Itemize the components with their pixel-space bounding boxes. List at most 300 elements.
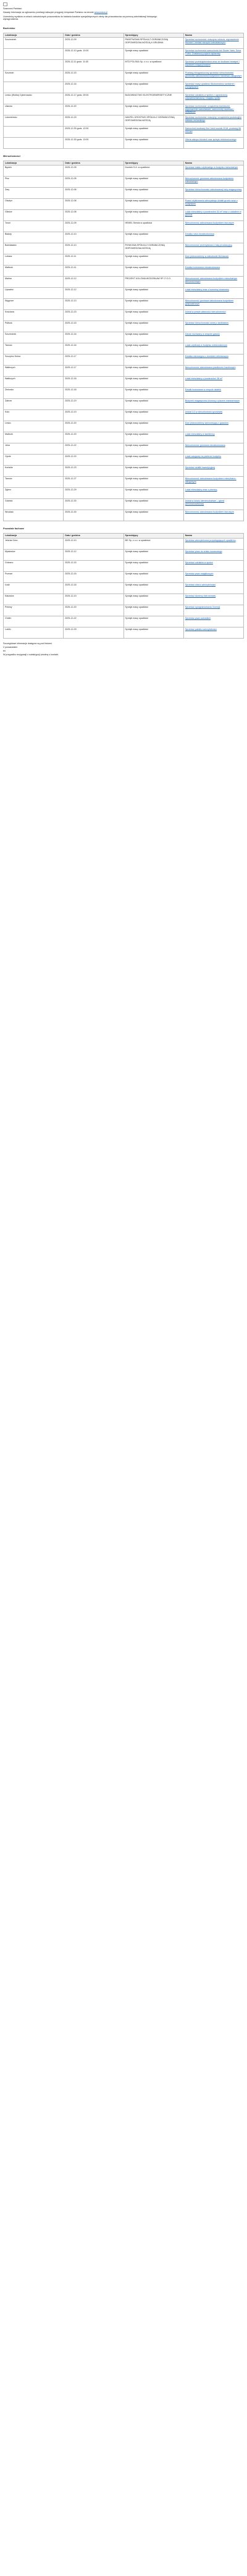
table-row xyxy=(4,321,244,332)
listing-link[interactable]: Sprzedaż działki inwestycyjnej xyxy=(185,466,216,469)
column-header: Nazwa xyxy=(183,33,243,37)
cell-date: 2025-12-23 xyxy=(64,466,124,477)
cell-name xyxy=(183,60,243,71)
cell-name xyxy=(183,221,243,232)
listing-table xyxy=(3,161,244,521)
column-header: Sprzedający xyxy=(124,33,183,37)
cell-seller: Syndyk masy upadłości xyxy=(124,104,183,115)
column-header: Sprzedający xyxy=(124,534,183,538)
cell-name xyxy=(183,421,243,432)
cell-name xyxy=(183,266,243,277)
cell-date: 2025-12-19 xyxy=(64,399,124,410)
table-row xyxy=(4,138,244,149)
cell-city: Jelcz xyxy=(4,443,64,455)
cell-name xyxy=(183,243,243,254)
column-header: Data i godzina xyxy=(64,534,124,538)
cell-name xyxy=(183,582,243,594)
cell-name xyxy=(183,466,243,477)
cell-name xyxy=(183,299,243,310)
listing-link[interactable]: Sprzedaż pakietu wierzytelności xyxy=(185,627,217,631)
cell-city: Jelenia Góra xyxy=(4,538,64,549)
table-row xyxy=(4,310,244,321)
cell-date: 2025-12-08 xyxy=(64,210,124,221)
cell-date: 2025-12-05 xyxy=(64,166,124,177)
cell-date: 2025-12-22 xyxy=(64,616,124,627)
cell-date: 2025-12-18 xyxy=(64,388,124,399)
greeting: Szanowni Państwo xyxy=(3,7,22,10)
table-row xyxy=(4,582,244,594)
cell-date: 2025-12-06 xyxy=(64,188,124,199)
cell-name xyxy=(183,232,243,243)
table-row xyxy=(4,477,244,488)
cell-name xyxy=(183,571,243,582)
cell-seller: Syndyk masy upadłości xyxy=(124,499,183,510)
table-row xyxy=(4,71,244,82)
listing-link[interactable]: Działka budowlana niezabudowana xyxy=(185,266,220,269)
cell-city xyxy=(4,82,64,93)
listing-link[interactable]: Nieruchomość zabudowana budynkiem mieszkalno-usługowym xyxy=(185,477,237,483)
cell-seller: Syndyk masy upadłości xyxy=(124,443,183,455)
cell-city: Lesko xyxy=(4,421,64,432)
cell-seller: Syndyk masy upadłości xyxy=(124,266,183,277)
cell-name xyxy=(183,605,243,616)
cell-seller: Syndyk masy upadłości xyxy=(124,466,183,477)
cell-seller: Syndyk masy upadłości xyxy=(124,332,183,343)
listing-link[interactable]: Działka rolna niezabudowana xyxy=(185,233,214,236)
table-row xyxy=(4,49,244,60)
listing-link[interactable]: Sprzedaż domeny internetowej xyxy=(185,594,216,597)
column-header: Data i godzina xyxy=(64,161,124,165)
cell-date: 2025-12-22 xyxy=(64,455,124,466)
cell-seller: Syndyk masy upadłości xyxy=(124,455,183,466)
cell-date: 2025-12-10 xyxy=(64,538,124,549)
listing-link[interactable]: Dom jednorodzinny wolnostojący z garażem xyxy=(185,422,229,425)
table-row xyxy=(4,166,244,177)
listing-link[interactable]: Sprzedaż lokalu użytkowego w budynku mieszkalnym xyxy=(185,166,238,169)
cell-name xyxy=(183,538,243,549)
cell-date: 2025-12-30 godz. 13:00 xyxy=(64,138,124,149)
cell-date: 2025-12-20 xyxy=(64,421,124,432)
cell-name xyxy=(183,432,243,443)
cell-name xyxy=(183,177,243,188)
cell-seller: Syndyk masy upadłości xyxy=(124,343,183,355)
listing-link[interactable]: Sprzedaż praw do znaku towarowego xyxy=(185,550,222,553)
column-header: Nazwa xyxy=(183,161,243,165)
cell-seller: Syndyk masy upadłości xyxy=(124,71,183,82)
cell-seller: Syndyk masy upadłości xyxy=(124,321,183,332)
table-row xyxy=(4,277,244,288)
cell-name xyxy=(183,288,243,299)
table-row xyxy=(4,549,244,560)
cell-city: Kościana xyxy=(4,310,64,321)
listing-link[interactable]: Nieruchomość gruntowa niezabudowana xyxy=(185,444,225,447)
cell-city: Żary xyxy=(4,188,64,199)
cell-seller: MTD POLSKA Sp. z o.o. w upadłości xyxy=(124,60,183,71)
cell-city: Pniewy xyxy=(4,605,64,616)
listing-link[interactable]: Sprzedaż ruchomości samochodu lub Skuter Yaris: Seria Turbo, Dostawczy pojazd ciężarowy xyxy=(185,49,241,55)
listing-link[interactable]: Działki budowlane w zespole działek xyxy=(185,388,221,392)
cell-name xyxy=(183,310,243,321)
cell-name xyxy=(183,377,243,388)
cell-seller: Syndyk masy upadłości xyxy=(124,177,183,188)
cell-date: 2025-12-17 godz. 09:00 xyxy=(64,93,124,104)
cell-date: 2025-12-17 xyxy=(64,355,124,366)
cell-date: 2025-12-11 xyxy=(64,254,124,266)
page xyxy=(0,0,247,659)
cell-date: 2025-12-15 xyxy=(64,310,124,321)
cell-name xyxy=(183,499,243,510)
listing-link[interactable]: Lokal mieszkalny o powierzchni 38 m² xyxy=(185,377,223,380)
footer xyxy=(3,642,244,656)
cell-seller: BD Sp. z o.o. w upadłości xyxy=(124,538,183,549)
cell-city: Opole xyxy=(4,455,64,466)
cell-seller: Domtek S.A. w upadłości xyxy=(124,166,183,177)
cell-city xyxy=(4,138,64,149)
listing-link[interactable]: Przetarg nieograniczony sprzedaż nieruchomości gruntowej zabudowanej budynkiem handlowo-usługowym xyxy=(185,72,242,77)
cell-name xyxy=(183,199,243,210)
cell-city: Szczecinek xyxy=(4,38,64,49)
footer-line-2: Z poważaniem xyxy=(3,645,18,648)
table-row xyxy=(4,355,244,366)
cell-name xyxy=(183,115,243,127)
cell-city: Mysłowice xyxy=(4,549,64,560)
listing-link[interactable]: Garaż murowany w zespole garaży xyxy=(185,333,220,336)
cell-city: Węgrzce xyxy=(4,299,64,310)
cell-city: Malma xyxy=(4,277,64,288)
cell-date: 2025-12-11 godz. 11:00 xyxy=(64,60,124,71)
cell-city: Łódź xyxy=(4,582,64,594)
table-row xyxy=(4,177,244,188)
cell-date: 2025-12-15 xyxy=(64,560,124,571)
cell-seller: Syndyk masy upadłości xyxy=(124,188,183,199)
cell-seller: Syndyk masy upadłości xyxy=(124,138,183,149)
cell-date: 2025-12-08 xyxy=(64,199,124,210)
table-row xyxy=(4,243,244,254)
cell-seller: Syndyk masy upadłości xyxy=(124,388,183,399)
cell-date: 2025-12-30 xyxy=(64,499,124,510)
table-row xyxy=(4,499,244,510)
cell-city: Lesko (Wolka) Cyberowsko xyxy=(4,93,64,104)
cell-date: 2025-12-12 xyxy=(64,288,124,299)
listing-link[interactable]: Sprzedaż zbioru wierzytelności xyxy=(185,583,216,586)
listing-link[interactable]: Sprzedaż nieruchomości zabudowanej halą magazynową xyxy=(185,188,242,191)
cell-seller: Syndyk masy upadłości xyxy=(124,210,183,221)
listing-link[interactable]: Lokal mieszkalny wraz z piwnicą xyxy=(185,489,217,492)
cell-name xyxy=(183,455,243,466)
cell-city: Szczecin xyxy=(4,71,64,82)
listing-table xyxy=(3,533,244,638)
cell-name xyxy=(183,510,243,521)
cell-date: 2025-12-20 xyxy=(64,432,124,443)
table-row xyxy=(4,299,244,310)
cell-seller: Syndyk masy upadłości xyxy=(124,488,183,499)
table-row xyxy=(4,616,244,627)
cell-seller: Syndyk masy upadłości xyxy=(124,82,183,93)
table-row xyxy=(4,627,244,638)
column-header: Data i godzina xyxy=(64,33,124,37)
table-row xyxy=(4,38,244,49)
cell-city: Szczytno Dolna xyxy=(4,355,64,366)
listing-link[interactable]: Nieruchomość zabudowana budynkiem biurowym xyxy=(185,511,234,514)
intro-text-2: Uczestnicy wyników w celach zatrudnionych pracowników do badania kosztów specjalistycznych oferty dla pracodawców za pomocą administracji bieżącego wynagrodzenia. xyxy=(3,15,157,21)
cell-seller: Syndyk masy upadłości xyxy=(124,310,183,321)
cell-seller: Syndyk masy upadłości xyxy=(124,616,183,627)
cell-city: Lublin xyxy=(4,627,64,638)
cell-name xyxy=(183,188,243,199)
cell-date: 2025-12-12 xyxy=(64,277,124,288)
cell-date: 2025-12-15 xyxy=(64,71,124,82)
cell-city: Gliwice xyxy=(4,210,64,221)
table-row xyxy=(4,488,244,499)
listing-link[interactable]: Dom jednorodzinny w zabudowie bliźniaczej xyxy=(185,255,229,258)
cell-city: Szczecinek xyxy=(4,332,64,343)
cell-city: Zielonka xyxy=(4,388,64,399)
cell-name xyxy=(183,488,243,499)
cell-seller: Syndyk masy upadłości xyxy=(124,510,183,521)
cell-name xyxy=(183,343,243,355)
listing-link[interactable]: Samochód osobowy Kia Ceed rocznik 2018, przebieg 98 000 km xyxy=(185,127,241,133)
cell-city: Poznań xyxy=(4,571,64,582)
cell-date: 2025-12-20 xyxy=(64,605,124,616)
listing-link[interactable]: Sprzedaż praw majątkowych xyxy=(185,572,214,575)
cell-date: 2025-12-09 xyxy=(64,221,124,232)
cell-seller: Syndyk masy upadłości xyxy=(124,199,183,210)
table-row xyxy=(4,410,244,421)
footer-line-4: W przypadku rezygnacji z subskrypcji prosimy o kontakt. xyxy=(3,653,59,656)
cell-city: Białuty xyxy=(4,232,64,243)
cell-name xyxy=(183,254,243,266)
cell-name xyxy=(183,93,243,104)
table-row xyxy=(4,466,244,477)
intro-link[interactable]: www.praca.pl xyxy=(94,11,107,14)
listing-link[interactable]: Sprzedaż nieruchomości rolnej z siedliskiem xyxy=(185,322,229,325)
cell-seller: Syndyk masy upadłości xyxy=(124,594,183,605)
table-row xyxy=(4,538,244,549)
column-header: Lokalizacja xyxy=(4,161,64,165)
cell-seller: Syndyk masy upadłości xyxy=(124,582,183,594)
cell-date: 2025-12-16 xyxy=(64,571,124,582)
table-row xyxy=(4,366,244,377)
listing-link[interactable]: Lokal usługowy na parterze budynku xyxy=(185,455,222,458)
cell-city: Końskie xyxy=(4,466,64,477)
cell-seller: Syndyk masy upadłości xyxy=(124,421,183,432)
cell-city: Pisz xyxy=(4,177,64,188)
listing-link[interactable]: Sprzedaż wierzytelności przysługujących upadłemu xyxy=(185,539,236,542)
cell-city: Malbork xyxy=(4,266,64,277)
cell-name xyxy=(183,627,243,638)
cell-city: Chełm xyxy=(4,616,64,627)
section-title: Bochnisko xyxy=(3,27,15,30)
table-row xyxy=(4,82,244,93)
listing-link[interactable]: Budynek magazynowo-biurowy z placem manewrowym xyxy=(185,400,240,403)
column-header: Lokalizacja xyxy=(4,534,64,538)
cell-city: Toruń xyxy=(4,221,64,232)
cell-seller: Syndyk masy upadłości xyxy=(124,571,183,582)
cell-date: 2025-12-13 xyxy=(64,299,124,310)
cell-seller: Syndyk masy upadłości xyxy=(124,299,183,310)
cell-name xyxy=(183,410,243,421)
cell-city: Tarnów xyxy=(4,343,64,355)
cell-name xyxy=(183,366,243,377)
cell-name xyxy=(183,355,243,366)
cell-seller: Syndyk masy upadłości xyxy=(124,254,183,266)
listing-link[interactable]: Nieruchomość zabudowana budynkiem biurowym xyxy=(185,222,234,225)
table-row xyxy=(4,571,244,582)
cell-date: 2025-12-15 xyxy=(64,321,124,332)
table-row xyxy=(4,377,244,388)
listing-link[interactable]: Sprzedaż udziałów w spółce xyxy=(185,561,213,564)
cell-date: 2025-12-16 xyxy=(64,343,124,355)
cell-city: Bolesławiec xyxy=(4,243,64,254)
cell-city xyxy=(4,60,64,71)
cell-seller: PAŃSTWOWA SPÓŁKA Z OGRANICZONĄ ODPOWIEDZIALNOŚCIĄ 6 GRUDNIA xyxy=(124,38,183,49)
listing-link[interactable]: Sprzedaż ruchomości: urządzenia techniczne, wyposażenie warsztatowe, samochody osobowe i dostawcze xyxy=(185,105,235,114)
table-row xyxy=(4,343,244,355)
cell-city: Malbork xyxy=(4,432,64,443)
listing-link[interactable]: Sprzedaż oprogramowania i licencji xyxy=(185,605,220,608)
listing-link[interactable]: Sprzedaż przedsiębiorstwa wraz ze środkami trwałymi i zapasami magazynowymi xyxy=(185,61,240,66)
image-placeholder-icon xyxy=(3,2,7,6)
listing-link[interactable]: Lokal mieszkalny wraz z komórką lokatorską xyxy=(185,288,229,292)
cell-city: Katowice xyxy=(4,594,64,605)
listing-link[interactable]: Lokal użytkowy w budynku wielorodzinnym xyxy=(185,344,228,347)
cell-date: 2025-12-17 xyxy=(64,366,124,377)
table-header-row xyxy=(4,161,244,165)
cell-seller: Syndyk masy upadłości xyxy=(124,127,183,138)
listing-link[interactable]: Nieruchomość gruntowa zabudowana budynkiem gospodarczym xyxy=(185,300,234,305)
cell-date: 2025-12-12 xyxy=(64,549,124,560)
cell-date: 2025-12-19 xyxy=(64,594,124,605)
cell-city: Zgierz xyxy=(4,488,64,499)
table-row xyxy=(4,510,244,521)
table-row xyxy=(4,399,244,410)
listing-link[interactable]: Sprzedaż udziałów w spółce z ograniczoną odpowiedzialnością i majątku spółki xyxy=(185,94,228,99)
listing-link[interactable]: Lokal mieszkalny o powierzchni 54 m² wraz z udziałem w gruncie xyxy=(185,211,241,216)
cell-city xyxy=(4,49,64,60)
intro-text-main: Zasady informacje za ogłoszeniu przetargi dalszych przygody Urzędowe Państwo na stronie xyxy=(3,11,94,14)
cell-name xyxy=(183,560,243,571)
cell-date: 2025-12-27 xyxy=(64,477,124,488)
table-row xyxy=(4,210,244,221)
cell-date: 2025-12-10 godz. 10:00 xyxy=(64,49,124,60)
cell-date: 2025-12-16 xyxy=(64,332,124,343)
cell-city: Ulanów xyxy=(4,104,64,115)
listing-link[interactable]: Sprzedaż ruchomości: maszyna rolnicza, wyposażenie biurowe i zestaw narzędzi warsztatowych xyxy=(185,38,239,44)
cell-seller: Syndyk masy upadłości xyxy=(124,477,183,488)
cell-name xyxy=(183,321,243,332)
cell-name xyxy=(183,38,243,49)
listing-link[interactable]: Lokal mieszkalny w kamienicy xyxy=(185,433,215,436)
cell-date: 2025-12-10 xyxy=(64,232,124,243)
cell-date: 2025-12-23 xyxy=(64,115,124,127)
listing-link[interactable]: Nieruchomość zabudowana budynkiem mieszkalnym wielorodzinnym xyxy=(185,277,238,283)
listing-link[interactable]: Nieruchomość przemysłowa z halą produkcyjną xyxy=(185,244,232,247)
cell-seller: Syndyk masy upadłości xyxy=(124,355,183,366)
listing-link[interactable]: Nieruchomość gruntowa zabudowana budynkiem mieszkalnym xyxy=(185,177,234,183)
table-row xyxy=(4,288,244,299)
cell-name xyxy=(183,594,243,605)
cell-seller: Syndyk masy upadłości xyxy=(124,410,183,421)
cell-name xyxy=(183,443,243,455)
cell-name xyxy=(183,82,243,93)
cell-city: Gdańsk xyxy=(4,499,64,510)
cell-date: 2025-12-30 godz. 12:00 xyxy=(64,127,124,138)
cell-seller: Syndyk masy upadłości xyxy=(124,549,183,560)
cell-city xyxy=(4,127,64,138)
cell-city: Lubasz xyxy=(4,254,64,266)
cell-date: 2025-12-10 xyxy=(64,243,124,254)
section-title: Mieruchomości xyxy=(3,155,20,158)
cell-city: Wałbrzych xyxy=(4,377,64,388)
listing-link[interactable]: Udział w prawie własności nieruchomości xyxy=(185,311,226,314)
listing-link[interactable]: Udział 1/2 w nieruchomości gruntowej xyxy=(185,411,223,414)
cell-city: Zabrze xyxy=(4,399,64,410)
cell-seller: Syndyk masy upadłości xyxy=(124,366,183,377)
section-title: Pozostałe fachowe xyxy=(3,527,24,531)
listing-link[interactable]: Oferta zakupu biżuterii oraz sprzętu elektronicznego xyxy=(185,138,237,141)
listing-link[interactable]: Prawo użytkowania wieczystego działki gruntu wraz z budynkiem xyxy=(185,199,238,205)
table-row xyxy=(4,560,244,571)
column-header: Sprzedający xyxy=(124,161,183,165)
listing-link[interactable]: Sprzedaż masy upadłości Budownictwo sanitarne i energetyczne xyxy=(185,83,235,88)
table-row xyxy=(4,594,244,605)
listing-link[interactable]: Sprzedaż praw autorskich xyxy=(185,616,211,619)
cell-city: Wałbrzych xyxy=(4,366,64,377)
cell-date: 2025-12-11 xyxy=(64,266,124,277)
cell-date: 2025-12-29 xyxy=(64,488,124,499)
cell-name xyxy=(183,127,243,138)
cell-seller: HEMEL Serwis w upadłości xyxy=(124,221,183,232)
table-row xyxy=(4,199,244,210)
listing-link[interactable]: Działka rekreacyjna z domkiem letniskowym xyxy=(185,355,229,358)
cell-city: Wrocław xyxy=(4,510,64,521)
cell-date: 2025-12-29 xyxy=(64,627,124,638)
cell-name xyxy=(183,104,243,115)
listing-link[interactable]: Sprzedaż ruchomości: maszyny i urządzenia produkcyjne zakładu stolarskiego xyxy=(185,116,242,122)
cell-date: 2025-12-22 xyxy=(64,443,124,455)
cell-seller: Syndyk masy upadłości xyxy=(124,627,183,638)
cell-seller: Syndyk masy upadłości xyxy=(124,49,183,60)
table-row xyxy=(4,127,244,138)
cell-seller: RYNKOWA SPÓŁKA Z OGRANICZONĄ ODPOWIEDZIALNOŚCIĄ xyxy=(124,243,183,254)
cell-city: Gniezno xyxy=(4,560,64,571)
cell-name xyxy=(183,616,243,627)
table-row xyxy=(4,332,244,343)
cell-name xyxy=(183,49,243,60)
table-row xyxy=(4,93,244,104)
column-header: Lokalizacja xyxy=(4,33,64,37)
cell-name xyxy=(183,138,243,149)
cell-seller: Syndyk masy upadłości xyxy=(124,288,183,299)
listing-link[interactable]: Nieruchomość zabudowana pawilonem handlowym xyxy=(185,366,236,369)
cell-date: 2025-12-30 xyxy=(64,510,124,521)
table-row xyxy=(4,266,244,277)
cell-seller: Syndyk masy upadłości xyxy=(124,232,183,243)
cell-name xyxy=(183,399,243,410)
cell-date: 2025-12-18 xyxy=(64,377,124,388)
table-header-row xyxy=(4,534,244,538)
table-row xyxy=(4,421,244,432)
cell-name xyxy=(183,277,243,288)
cell-date: 2025-12-18 xyxy=(64,582,124,594)
table-row xyxy=(4,104,244,115)
cell-name xyxy=(183,477,243,488)
cell-seller: BUDOWNICTWO ELEKTROENERGETYCZNE xyxy=(124,93,183,104)
column-header: Nazwa xyxy=(183,534,243,538)
sections-container xyxy=(3,27,244,639)
cell-name xyxy=(183,71,243,82)
listing-link[interactable]: Udział w lokalu niemieszkalnym – garaż wielostanowiskowy xyxy=(185,500,225,505)
